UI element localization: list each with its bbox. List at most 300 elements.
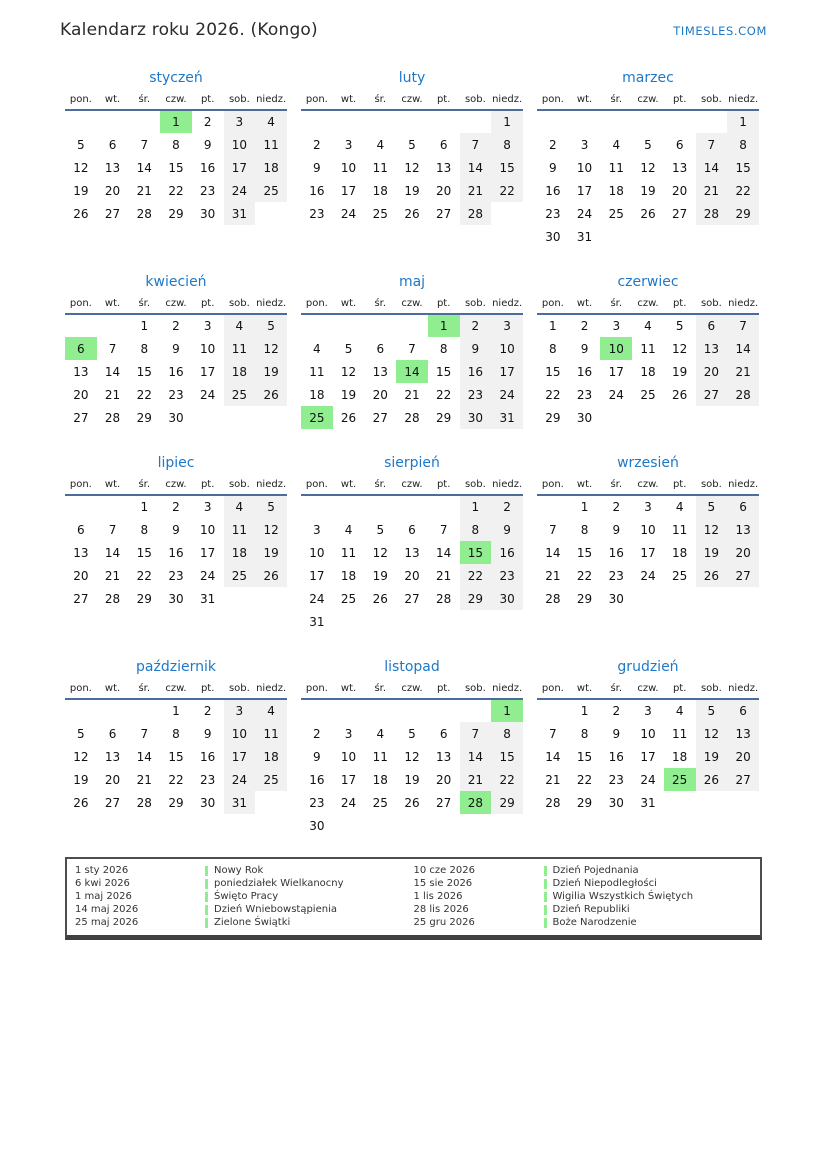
day-cell: 29: [727, 202, 759, 225]
month-title: luty: [398, 70, 426, 86]
day-cell: 24: [340, 795, 357, 810]
weekday-header: niedz.: [492, 479, 523, 490]
legend-holiday-name: [544, 890, 753, 903]
day-cell: 21: [460, 179, 492, 202]
weekday-header: czw.: [637, 479, 659, 490]
day-cell: 28: [104, 591, 121, 606]
day-cell: 6: [439, 137, 448, 152]
day-cell: 16: [200, 160, 216, 175]
weekday-header: pon.: [69, 298, 92, 309]
month-block: [537, 70, 759, 248]
day-cell: 28: [136, 795, 152, 810]
day-cell: 9: [203, 726, 212, 741]
weekday-header: czw.: [401, 298, 423, 309]
day-cell: 22: [491, 768, 523, 791]
day-cell: 26: [404, 795, 420, 810]
empty-cell: [696, 791, 728, 814]
weekday-header: wt.: [104, 479, 121, 490]
day-cell: 26: [696, 564, 728, 587]
month-table: [301, 476, 523, 633]
day-cell: 14: [460, 745, 492, 768]
weekday-header: pon.: [305, 94, 328, 105]
day-cell: 3: [344, 137, 353, 152]
weekday-header: pt.: [672, 94, 687, 105]
weekday-header-row: [65, 91, 287, 110]
legend-holiday-name: [205, 916, 414, 929]
day-cell: 1: [727, 110, 759, 133]
week-row: [65, 383, 287, 406]
day-cell: 26: [340, 410, 357, 425]
day-cell: 2: [313, 726, 321, 741]
day-cell: 8: [439, 341, 448, 356]
day-cell: 29: [436, 410, 452, 425]
day-cell: 5: [376, 522, 385, 537]
day-cell: 27: [73, 591, 89, 606]
month-block: [301, 455, 523, 633]
empty-cell: [396, 610, 428, 633]
week-row: [301, 202, 523, 225]
day-cell: 20: [73, 387, 89, 402]
week-row: [537, 476, 759, 495]
day-cell: 18: [372, 772, 388, 787]
day-cell: 28: [436, 591, 452, 606]
weekday-header: śr.: [138, 683, 151, 694]
day-cell: 3: [224, 699, 256, 722]
week-row: [537, 202, 759, 225]
week-row: [537, 337, 759, 360]
month-days: [301, 495, 523, 633]
day-cell: 18: [372, 183, 388, 198]
week-row: [537, 495, 759, 518]
day-cell: 25: [224, 564, 256, 587]
week-row: [301, 476, 523, 495]
holiday-marker-icon: [205, 918, 208, 928]
day-cell: 9: [313, 160, 321, 175]
week-row: [537, 587, 759, 610]
holiday-marker-icon: [544, 918, 547, 928]
day-cell: 20: [727, 541, 759, 564]
day-cell: 11: [309, 364, 325, 379]
day-cell: 11: [608, 160, 624, 175]
day-cell: 10: [640, 726, 656, 741]
weekday-header: pon.: [541, 479, 564, 490]
day-cell: 24: [491, 383, 523, 406]
month-title: maj: [398, 274, 426, 290]
weekday-header: pt.: [672, 479, 687, 490]
day-cell: 24: [640, 772, 656, 787]
day-cell: 25: [608, 206, 624, 221]
day-cell: 5: [644, 137, 652, 152]
day-cell: 27: [104, 795, 121, 810]
month-days: [537, 110, 759, 248]
day-cell: 27: [436, 206, 452, 221]
empty-cell: [600, 406, 632, 429]
day-cell: 12: [340, 364, 357, 379]
weekday-header: śr.: [138, 94, 151, 105]
empty-cell: [491, 610, 523, 633]
month-table: [65, 91, 287, 225]
month-title: wrzesień: [617, 455, 679, 471]
day-cell: 14: [104, 364, 121, 379]
day-cell: 16: [491, 541, 523, 564]
day-cell: 3: [203, 319, 212, 333]
legend-holiday-name: [205, 890, 414, 903]
day-cell: 26: [640, 206, 656, 221]
empty-cell: [664, 791, 696, 814]
weekday-header: niedz.: [256, 683, 287, 694]
day-cell: 5: [696, 699, 728, 722]
day-cell: 22: [436, 387, 452, 402]
weekday-header: niedz.: [256, 94, 287, 105]
month-block: [65, 659, 287, 814]
site-link[interactable]: TIMESLES.COM: [673, 24, 767, 38]
day-cell: 8: [172, 726, 180, 741]
weekday-header: czw.: [165, 298, 187, 309]
weekday-header: niedz.: [728, 298, 759, 309]
day-cell: 23: [168, 568, 184, 583]
day-cell: 24: [309, 591, 325, 606]
day-cell: 25: [224, 383, 256, 406]
day-cell: 6: [77, 522, 85, 537]
weekday-header: wt.: [340, 683, 357, 694]
week-row: [537, 745, 759, 768]
day-cell: 3: [224, 110, 256, 133]
week-row: [301, 768, 523, 791]
day-cell: 6: [108, 137, 117, 152]
week-row: [537, 518, 759, 541]
legend-holiday-label: Wigilia Wszystkich Świętych: [552, 891, 694, 902]
weekday-header: czw.: [401, 94, 423, 105]
legend-holiday-name: [205, 864, 414, 877]
empty-cell: [664, 110, 696, 133]
day-cell: 24: [200, 568, 216, 583]
weekday-header: śr.: [610, 479, 623, 490]
empty-cell: [333, 610, 365, 633]
legend-holiday-name: [544, 877, 753, 890]
empty-cell: [491, 202, 523, 225]
day-cell: 23: [309, 795, 325, 810]
day-cell: 5: [77, 137, 85, 152]
day-cell: 13: [404, 545, 420, 560]
week-row: [537, 225, 759, 248]
weekday-header: pon.: [305, 479, 328, 490]
day-cell: 19: [340, 387, 357, 402]
day-cell: 24: [576, 206, 593, 221]
legend-holiday-name: [544, 916, 753, 929]
weekday-header: wt.: [576, 683, 593, 694]
month-block: [65, 70, 287, 225]
day-cell: 14: [396, 360, 428, 383]
week-row: [65, 179, 287, 202]
day-cell: 14: [136, 749, 152, 764]
weekday-header: śr.: [374, 683, 387, 694]
day-cell: 13: [73, 545, 89, 560]
day-cell: 4: [344, 522, 353, 537]
day-cell: 21: [696, 179, 728, 202]
month-days: [537, 495, 759, 610]
legend-date: 25 maj 2026: [75, 917, 139, 928]
day-cell: 6: [675, 137, 684, 152]
month-block: [537, 455, 759, 610]
day-cell: 10: [491, 337, 523, 360]
day-cell: 8: [580, 522, 589, 537]
holiday-marker-icon: [205, 892, 208, 902]
day-cell: 28: [460, 202, 492, 225]
legend-holiday-label: Boże Narodzenie: [552, 917, 637, 928]
day-cell: 15: [491, 745, 523, 768]
month-table: [301, 680, 523, 837]
day-cell: 4: [224, 314, 256, 337]
day-cell: 4: [376, 726, 385, 741]
empty-cell: [97, 495, 129, 518]
weekday-header: pt.: [436, 94, 451, 105]
month-block: [301, 659, 523, 837]
week-row: [537, 541, 759, 564]
week-row: [65, 476, 287, 495]
empty-cell: [364, 699, 396, 722]
day-cell: 1: [580, 500, 589, 514]
day-cell: 11: [255, 722, 287, 745]
day-cell: 17: [309, 568, 325, 583]
day-cell: 6: [65, 337, 97, 360]
day-cell: 30: [168, 591, 184, 606]
weekday-header: śr.: [374, 479, 387, 490]
week-row: [301, 610, 523, 633]
day-cell: 14: [545, 749, 561, 764]
day-cell: 16: [608, 749, 624, 764]
month-table: [537, 476, 759, 610]
day-cell: 18: [255, 156, 287, 179]
weekday-header: wt.: [104, 298, 121, 309]
day-cell: 24: [200, 387, 216, 402]
day-cell: 20: [73, 568, 89, 583]
empty-cell: [632, 587, 664, 610]
week-row: [65, 295, 287, 314]
week-row: [301, 179, 523, 202]
empty-cell: [65, 110, 97, 133]
day-cell: 15: [168, 160, 184, 175]
day-cell: 17: [576, 183, 593, 198]
day-cell: 18: [608, 183, 624, 198]
day-cell: 1: [491, 699, 523, 722]
weekday-header: niedz.: [728, 94, 759, 105]
day-cell: 18: [224, 541, 256, 564]
weekday-header: pt.: [200, 94, 215, 105]
weekday-header-row: [301, 295, 523, 314]
month-block: [301, 70, 523, 225]
day-cell: 24: [224, 179, 256, 202]
day-cell: 24: [340, 206, 357, 221]
empty-cell: [333, 699, 365, 722]
weekday-header: śr.: [138, 298, 151, 309]
day-cell: 29: [136, 410, 152, 425]
day-cell: 8: [549, 341, 557, 356]
day-cell: 16: [309, 772, 325, 787]
day-cell: 4: [255, 699, 287, 722]
week-row: [65, 541, 287, 564]
day-cell: 5: [408, 726, 416, 741]
day-cell: 24: [608, 387, 624, 402]
day-cell: 12: [696, 518, 728, 541]
empty-cell: [97, 110, 129, 133]
weekday-header: wt.: [576, 479, 593, 490]
day-cell: 6: [376, 341, 385, 356]
day-cell: 7: [140, 726, 149, 741]
day-cell: 22: [136, 568, 152, 583]
week-row: [301, 495, 523, 518]
empty-cell: [128, 110, 160, 133]
day-cell: 29: [576, 591, 593, 606]
empty-cell: [428, 110, 460, 133]
day-cell: 17: [340, 772, 357, 787]
holiday-marker-icon: [205, 866, 208, 876]
day-cell: 10: [340, 160, 357, 175]
week-row: [65, 495, 287, 518]
day-cell: 8: [140, 341, 149, 356]
day-cell: 29: [460, 587, 492, 610]
day-cell: 21: [104, 568, 121, 583]
day-cell: 30: [545, 229, 561, 244]
day-cell: 17: [200, 545, 216, 560]
day-cell: 29: [491, 791, 523, 814]
day-cell: 23: [460, 383, 492, 406]
weekday-header-row: [537, 295, 759, 314]
empty-cell: [727, 406, 759, 429]
day-cell: 10: [224, 133, 256, 156]
day-cell: 8: [491, 133, 523, 156]
day-cell: 15: [545, 364, 561, 379]
day-cell: 12: [404, 160, 420, 175]
day-cell: 9: [313, 749, 321, 764]
legend-date: 14 maj 2026: [75, 904, 139, 915]
day-cell: 18: [672, 749, 688, 764]
day-cell: 10: [640, 522, 656, 537]
weekday-header: czw.: [165, 94, 187, 105]
day-cell: 21: [404, 387, 420, 402]
day-cell: 6: [108, 726, 117, 741]
week-row: [537, 564, 759, 587]
day-cell: 3: [580, 137, 589, 152]
day-cell: 9: [580, 341, 589, 356]
day-cell: 23: [200, 772, 216, 787]
empty-cell: [664, 225, 696, 248]
day-cell: 16: [545, 183, 561, 198]
day-cell: 30: [460, 406, 492, 429]
weekday-header: niedz.: [256, 298, 287, 309]
day-cell: 2: [203, 704, 212, 718]
day-cell: 19: [73, 183, 89, 198]
day-cell: 11: [372, 160, 388, 175]
empty-cell: [301, 110, 333, 133]
legend-holiday-name: [205, 903, 414, 916]
month-days: [301, 314, 523, 429]
empty-cell: [632, 406, 664, 429]
weekday-header: pt.: [200, 683, 215, 694]
day-cell: 25: [255, 768, 287, 791]
day-cell: 15: [136, 364, 152, 379]
legend-holiday-name: [205, 877, 414, 890]
day-cell: 17: [491, 360, 523, 383]
day-cell: 11: [224, 518, 256, 541]
day-cell: 12: [672, 341, 688, 356]
day-cell: 15: [168, 749, 184, 764]
weekday-header: sob.: [464, 479, 486, 490]
day-cell: 28: [136, 206, 152, 221]
day-cell: 5: [255, 314, 287, 337]
day-cell: 28: [104, 410, 121, 425]
day-cell: 27: [104, 206, 121, 221]
day-cell: 8: [460, 518, 492, 541]
day-cell: 27: [436, 795, 452, 810]
empty-cell: [696, 587, 728, 610]
month-table: [65, 680, 287, 814]
month-title: styczeń: [149, 70, 203, 86]
day-cell: 9: [491, 518, 523, 541]
day-cell: 7: [460, 133, 492, 156]
weekday-header: czw.: [637, 683, 659, 694]
day-cell: 1: [460, 495, 492, 518]
day-cell: 11: [672, 522, 688, 537]
day-cell: 19: [696, 541, 728, 564]
weekday-header: sob.: [700, 479, 722, 490]
day-cell: 4: [675, 500, 684, 514]
day-cell: 22: [168, 183, 184, 198]
day-cell: 25: [664, 768, 696, 791]
weekday-header: pon.: [541, 94, 564, 105]
day-cell: 23: [491, 564, 523, 587]
day-cell: 30: [200, 206, 216, 221]
day-cell: 21: [104, 387, 121, 402]
month-title: październik: [136, 659, 216, 675]
week-row: [65, 722, 287, 745]
day-cell: 22: [491, 179, 523, 202]
day-cell: 27: [727, 768, 759, 791]
week-row: [537, 699, 759, 722]
weekday-header: pt.: [436, 479, 451, 490]
day-cell: 1: [549, 319, 557, 333]
legend-holiday-label: poniedziałek Wielkanocny: [214, 878, 344, 889]
day-cell: 7: [408, 341, 416, 356]
empty-cell: [428, 610, 460, 633]
legend-holiday-label: Dzień Pojednania: [552, 865, 639, 876]
month-days: [65, 314, 287, 429]
day-cell: 2: [460, 314, 492, 337]
weekday-header: pon.: [69, 683, 92, 694]
month-title: czerwiec: [617, 274, 679, 290]
empty-cell: [65, 495, 97, 518]
day-cell: 15: [576, 545, 593, 560]
day-cell: 28: [545, 591, 561, 606]
week-row: [301, 680, 523, 699]
day-cell: 31: [576, 229, 593, 244]
weekday-header: pon.: [69, 94, 92, 105]
empty-cell: [364, 110, 396, 133]
weekday-header: czw.: [401, 479, 423, 490]
day-cell: 19: [255, 541, 287, 564]
day-cell: 5: [675, 319, 684, 333]
day-cell: 28: [404, 410, 420, 425]
day-cell: 13: [73, 364, 89, 379]
legend-column: [75, 864, 414, 929]
day-cell: 3: [313, 522, 321, 537]
week-row: [65, 360, 287, 383]
day-cell: 11: [672, 726, 688, 741]
day-cell: 14: [727, 337, 759, 360]
day-cell: 7: [140, 137, 149, 152]
day-cell: 17: [224, 745, 256, 768]
day-cell: 2: [172, 319, 180, 333]
empty-cell: [192, 406, 224, 429]
